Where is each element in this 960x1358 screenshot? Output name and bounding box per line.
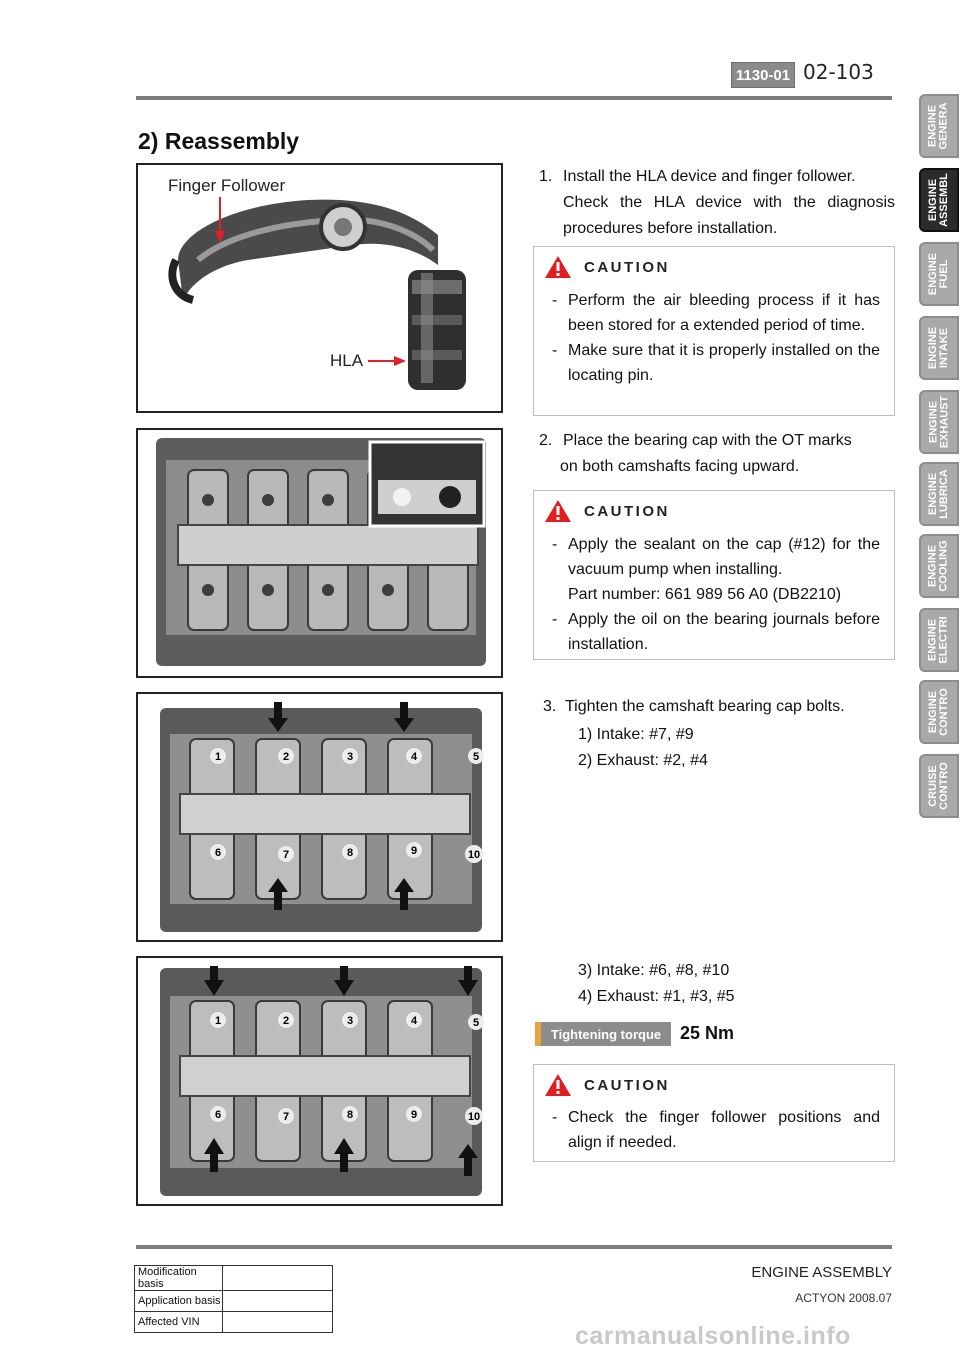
svg-text:9: 9 <box>410 845 418 857</box>
page-number: 02-103 <box>803 60 874 84</box>
footer-chapter-title: ENGINE ASSEMBLY <box>751 1264 892 1281</box>
caution-title: CAUTION <box>584 258 670 276</box>
substep-exhaust-2-4: 2) Exhaust: #2, #4 <box>578 752 708 769</box>
tab-engine-assembly[interactable]: ENGINE ASSEMBL <box>919 168 959 232</box>
warning-triangle-icon <box>544 255 572 279</box>
svg-text:9: 9 <box>410 1109 418 1121</box>
tab-engine-cooling[interactable]: ENGINE COOLING <box>919 534 959 598</box>
footer-model-date: ACTYON 2008.07 <box>795 1291 892 1305</box>
svg-text:2: 2 <box>282 751 290 763</box>
substep-intake-7-9: 1) Intake: #7, #9 <box>578 726 694 743</box>
substep-exhaust-1-3-5: 4) Exhaust: #1, #3, #5 <box>578 988 735 1005</box>
table-row: Application basis <box>135 1291 333 1312</box>
svg-text:4: 4 <box>410 1015 418 1027</box>
figure-tightening-sequence-1 <box>136 692 503 942</box>
svg-text:6: 6 <box>214 1109 222 1121</box>
svg-text:7: 7 <box>282 849 290 861</box>
svg-text:5: 5 <box>472 751 480 763</box>
substep-intake-6-8-10: 3) Intake: #6, #8, #10 <box>578 962 730 979</box>
tightening-torque-badge: Tightening torque <box>535 1022 671 1046</box>
tab-engine-lubrication[interactable]: ENGINE LUBRICA <box>919 462 959 526</box>
tab-cruise-control[interactable]: CRUISE CONTRO <box>919 754 959 818</box>
svg-text:6: 6 <box>214 847 222 859</box>
warning-triangle-icon <box>544 1073 572 1097</box>
svg-text:1: 1 <box>214 751 222 763</box>
caution-box-1: CAUTION - Perform the air bleeding process if it has been stored for a extended period of time. - Make sure that it is properly installed on the locating pin. <box>533 246 895 416</box>
tab-engine-exhaust[interactable]: ENGINE EXHAUST <box>919 390 959 454</box>
step-3: 3. Tighten the camshaft bearing cap bolts. <box>543 698 845 715</box>
section-code-badge: 1130-01 <box>731 62 795 88</box>
figure-finger-follower-hla <box>136 163 503 413</box>
tightening-torque-value: 25 Nm <box>680 1023 735 1043</box>
svg-text:10: 10 <box>467 1111 481 1123</box>
tab-engine-control[interactable]: ENGINE CONTRO <box>919 680 959 744</box>
svg-text:2: 2 <box>282 1015 290 1027</box>
modification-table <box>134 1265 333 1333</box>
section-title: 2) Reassembly <box>138 128 300 154</box>
bottom-divider <box>136 1245 892 1249</box>
hla-label: HLA <box>330 351 364 370</box>
caution-title: CAUTION <box>584 502 670 520</box>
top-divider <box>136 96 892 100</box>
tab-engine-intake[interactable]: ENGINE INTAKE <box>919 316 959 380</box>
figure-bearing-caps <box>136 428 503 678</box>
tab-engine-electrical[interactable]: ENGINE ELECTRI <box>919 608 959 672</box>
caution-box-2: CAUTION - Apply the sealant on the cap (#12) for the vacuum pump when installing. Part number: 661 989 56 A0 (DB2210) - Apply the oil on the bearing journals before installation. <box>533 490 895 660</box>
caution-title: CAUTION <box>584 1076 670 1094</box>
tab-engine-fuel[interactable]: ENGINE FUEL <box>919 242 959 306</box>
svg-text:3: 3 <box>346 751 354 763</box>
table-row: Affected VIN <box>135 1312 333 1333</box>
svg-text:7: 7 <box>282 1111 290 1123</box>
watermark: carmanualsonline.info <box>575 1322 851 1350</box>
svg-text:8: 8 <box>346 1109 354 1121</box>
svg-text:5: 5 <box>472 1017 480 1029</box>
finger-follower-label: Finger Follower <box>168 176 286 195</box>
svg-text:4: 4 <box>410 751 418 763</box>
tab-engine-general[interactable]: ENGINE GENERA <box>919 94 959 158</box>
svg-text:1: 1 <box>214 1015 222 1027</box>
step-2: 2. Place the bearing cap with the OT marks on both camshafts facing upward. <box>539 432 852 475</box>
svg-text:10: 10 <box>467 849 481 861</box>
warning-triangle-icon <box>544 499 572 523</box>
svg-text:8: 8 <box>346 847 354 859</box>
step-1: 1. Install the HLA device and finger follower. Check the HLA device with the diagnosis procedures before installation. <box>539 168 895 237</box>
table-row: Modification basis <box>135 1266 333 1291</box>
caution-box-3: CAUTION - Check the finger follower positions and align if needed. <box>533 1064 895 1162</box>
svg-text:3: 3 <box>346 1015 354 1027</box>
figure-tightening-sequence-2 <box>136 956 503 1206</box>
